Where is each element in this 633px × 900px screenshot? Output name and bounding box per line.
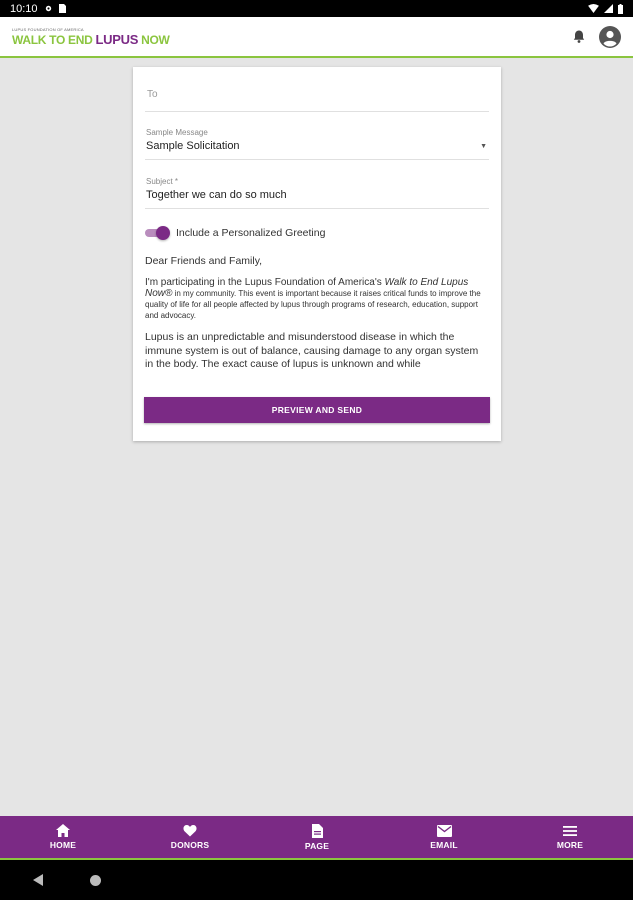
status-time: 10:10: [10, 2, 38, 15]
dropdown-arrow-icon[interactable]: ▼: [480, 143, 487, 150]
nav-home[interactable]: [18, 816, 108, 858]
wifi-icon: [588, 4, 599, 13]
toggle-thumb[interactable]: [156, 226, 170, 240]
android-navigation-bar: [0, 860, 633, 900]
letter-paragraph-1: I'm participating in the Lupus Foundation of America's Walk to End Lupus Now® in my community. This event is important because it raises critical funds to improve the quality of life for all people affected by lupus through programs of research, education, support and advocacy.: [145, 277, 481, 320]
nav-donors-label: DONORS: [170, 840, 210, 850]
letter-greeting: Dear Friends and Family,: [145, 255, 263, 267]
greeting-toggle-label: Include a Personalized Greeting: [176, 227, 326, 239]
walk-logo[interactable]: [12, 28, 170, 46]
letter-body[interactable]: [145, 255, 489, 381]
bottom-navigation: [0, 816, 633, 860]
back-icon[interactable]: [33, 874, 43, 886]
greeting-toggle-row: [145, 225, 489, 241]
settings-icon: [44, 4, 53, 13]
app-header: [0, 17, 633, 58]
signal-icon: [604, 4, 613, 13]
home-icon: [56, 824, 70, 837]
nav-more[interactable]: [525, 816, 615, 858]
greeting-toggle[interactable]: [145, 226, 170, 240]
logo-wordmark: WALK TO END LUPUS NOW: [12, 31, 170, 47]
subject-label: Subject *: [146, 177, 179, 186]
home-circle-icon[interactable]: [90, 875, 101, 886]
nav-email[interactable]: [399, 816, 489, 858]
sample-message-label: Sample Message: [146, 128, 208, 137]
nav-page[interactable]: [272, 816, 362, 858]
menu-icon: [563, 825, 577, 837]
subject-input[interactable]: Together we can do so much: [146, 189, 287, 201]
nav-donors[interactable]: [145, 816, 235, 858]
status-bar: [0, 0, 633, 17]
nav-more-label: MORE: [556, 839, 584, 850]
account-icon[interactable]: [599, 26, 621, 48]
battery-icon: [618, 4, 623, 14]
nav-home-label: HOME: [49, 840, 77, 850]
logo-tagline: LUPUS FOUNDATION OF AMERICA: [12, 26, 84, 32]
nav-page-label: PAGE: [304, 840, 330, 851]
sim-card-icon: [59, 4, 66, 13]
email-icon: [437, 825, 452, 837]
bell-icon[interactable]: [573, 30, 585, 43]
letter-paragraph-2: Lupus is an unpredictable and misunderstood disease in which the immune system is out of balance, causing damage to any organ system in the body. The exact cause of lupus is unknown and while: [145, 331, 479, 370]
nav-email-label: EMAIL: [430, 839, 458, 850]
email-compose-card: [133, 67, 501, 441]
to-input[interactable]: To: [147, 89, 158, 100]
heart-icon: [183, 824, 197, 837]
preview-and-send-button[interactable]: PREVIEW AND SEND: [144, 397, 490, 423]
sample-message-select[interactable]: [145, 128, 489, 160]
to-field[interactable]: [145, 67, 489, 112]
subject-field[interactable]: [145, 177, 489, 209]
sample-message-value[interactable]: Sample Solicitation: [146, 140, 240, 152]
page-icon: [312, 824, 323, 838]
